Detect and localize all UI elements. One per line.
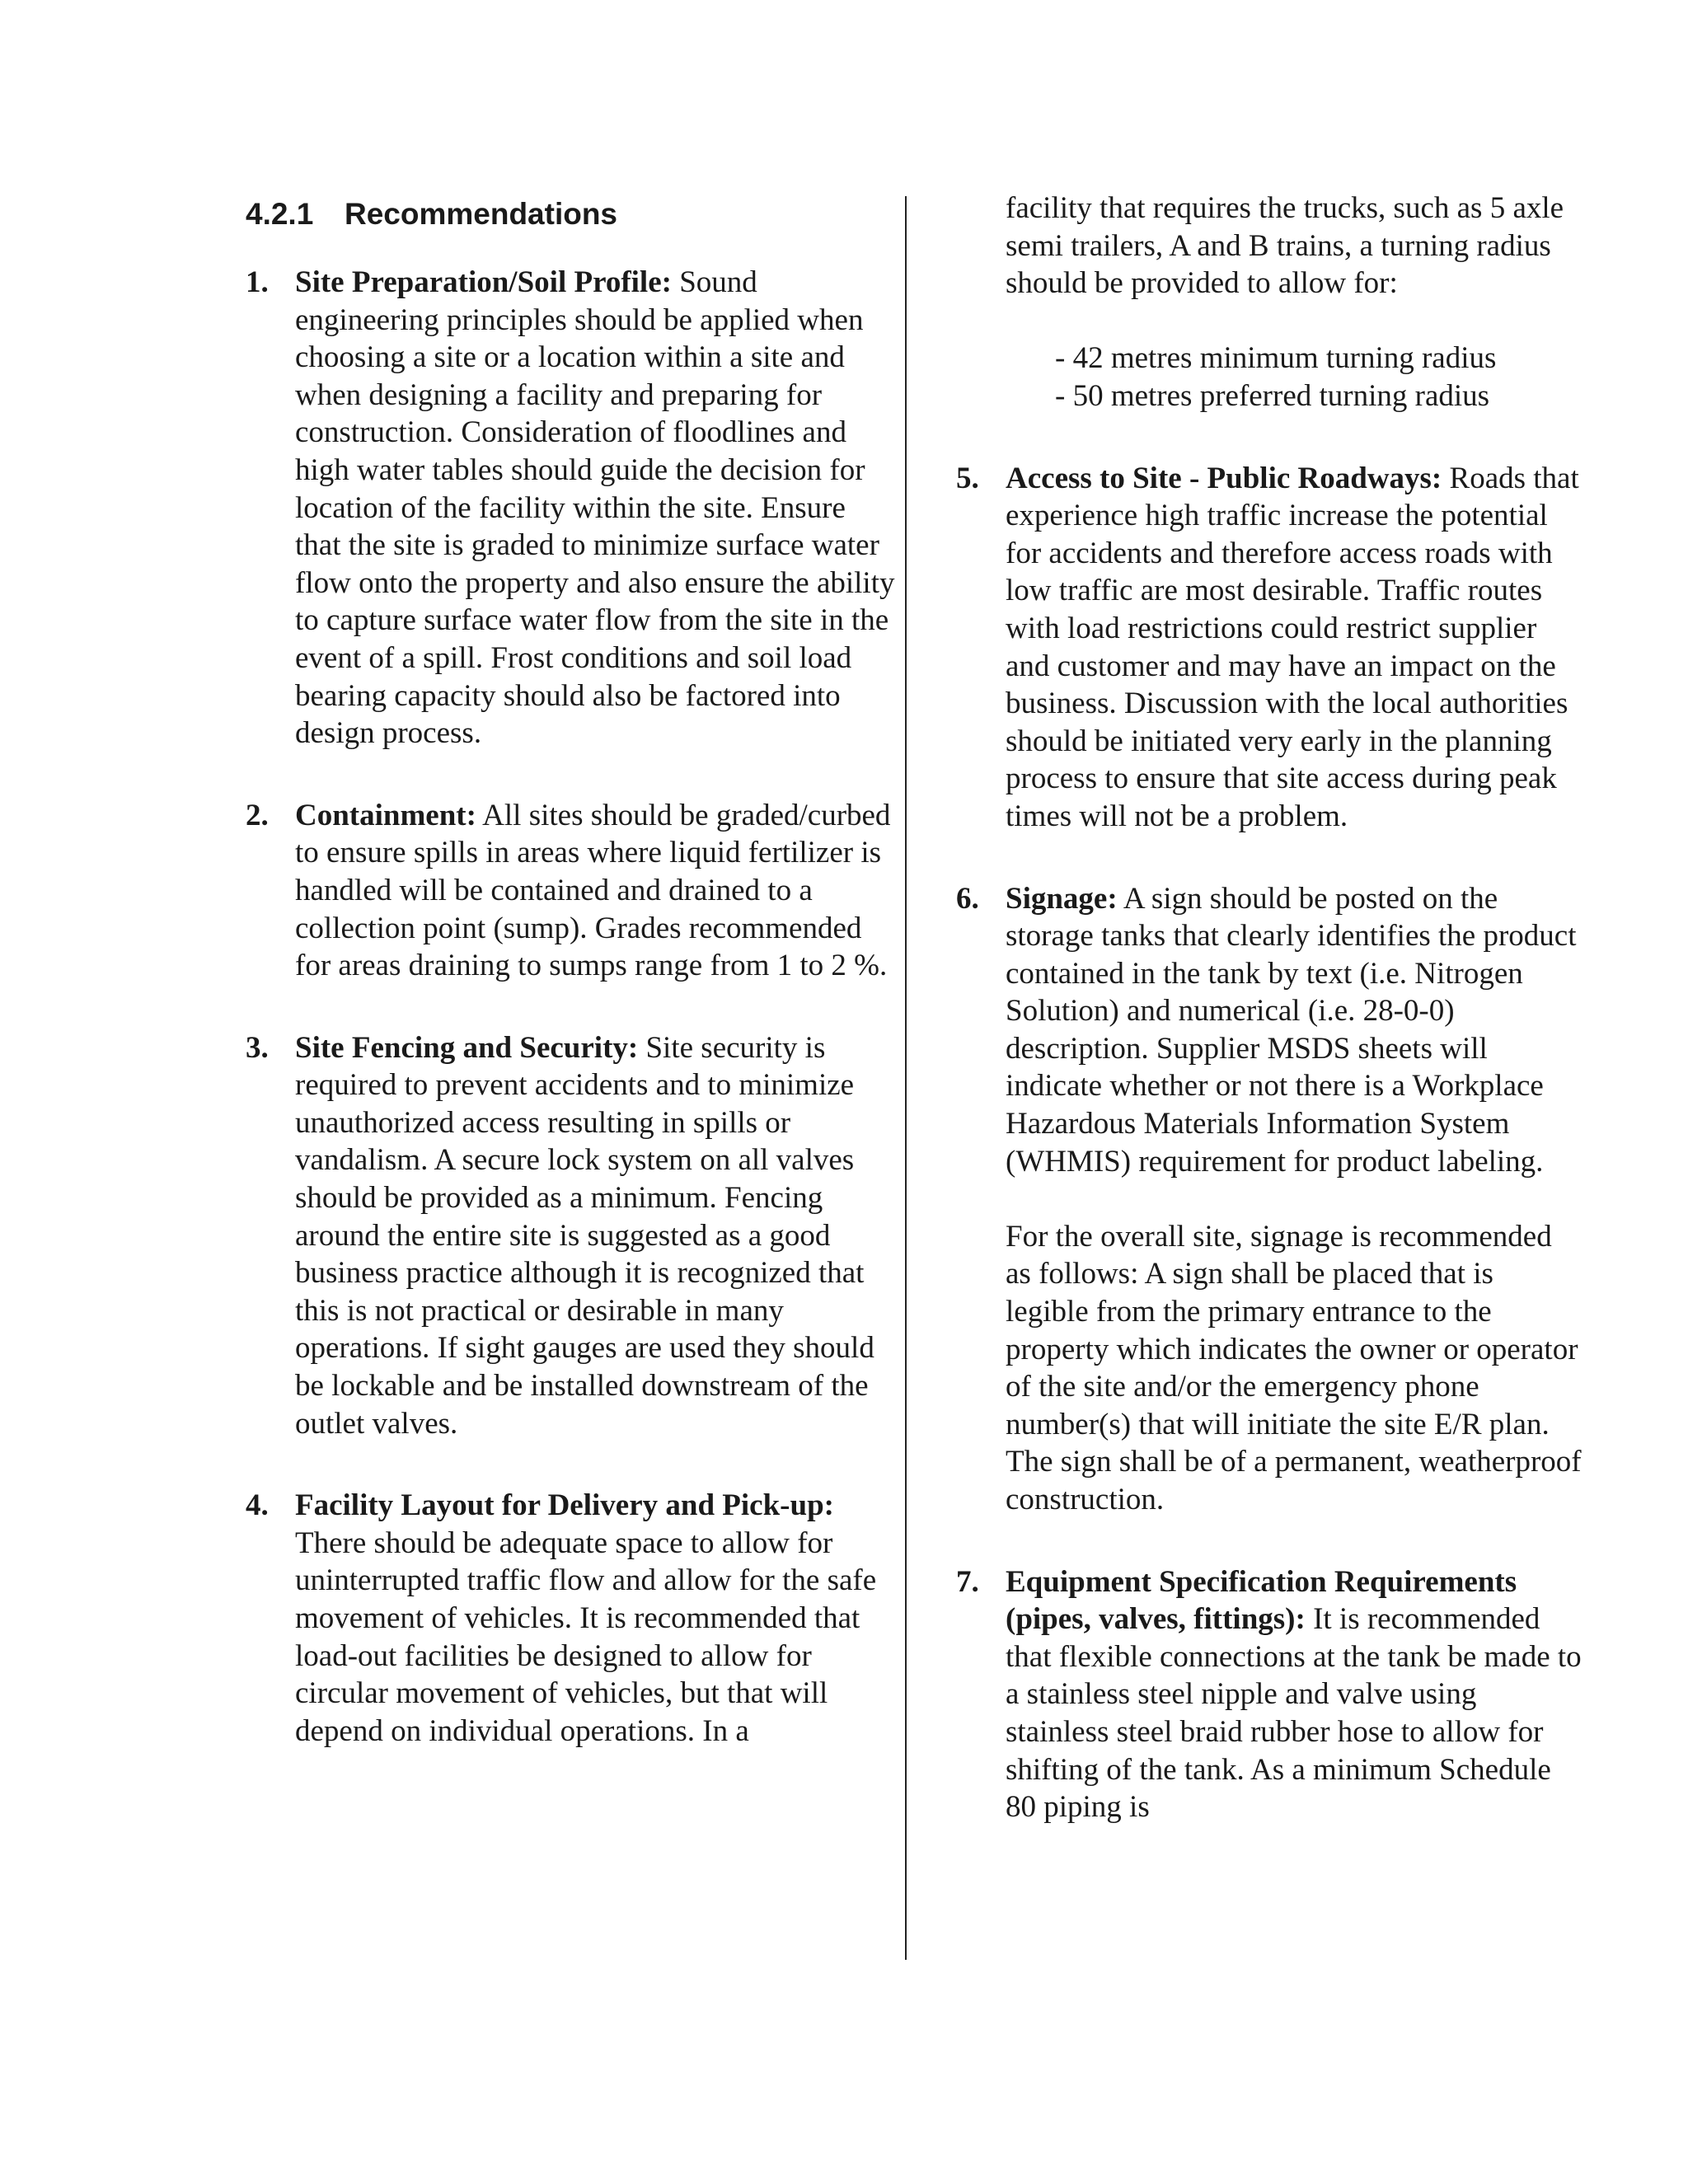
list-item-5 [956, 460, 1582, 836]
item-heading: Site Preparation/Soil Profile: [295, 265, 672, 299]
item-number: 6. [956, 881, 979, 916]
item-heading: Containment: [295, 798, 476, 832]
item-4-continuation: facility that requires the trucks, such as 5 axle semi trailers, A and B trains, a turning radius should be provided to allow for: [1006, 191, 1564, 301]
item-text: All sites should be graded/curbed to ensure spills in areas where liquid fertilizer is handled will be contained and drained to a collection point (sump). Grades recommended for areas draining to sumps range from 1 to 2 %. [295, 798, 891, 983]
left-column [246, 190, 897, 1750]
list-item-1 [246, 264, 897, 752]
item-heading: Site Fencing and Security: [295, 1030, 639, 1065]
item-text: Roads that experience high traffic increase the potential for accidents and therefore access roads with low traffic are most desirable. Traffic routes with load restrictions could restrict supplier and customer and may have an impact on the business. Discussion with the local authorities should be initiated very early in the planning process to ensure that site access during peak times will not be a problem. [1006, 461, 1579, 833]
item-text: A sign should be posted on the storage tanks that clearly identifies the product contained in the tank by text (i.e. Nitrogen Solution) and numerical (i.e. 28-0-0) description. Supplier MSDS sheets will indicate whether or not there is a Workplace Hazardous Materials Information System (WHMIS) requirement for product labeling. [1006, 881, 1577, 1179]
item-number: 1. [246, 265, 269, 299]
list-item-4 [246, 1487, 897, 1750]
item-number: 4. [246, 1488, 269, 1523]
signage-paragraph-2: For the overall site, signage is recommended as follows: A sign shall be placed that is legible from the primary entrance to the property which indicates the owner or operator of the site and/or the emergency phone number(s) that will initiate the site E/R plan. The sign shall be of a permanent, weatherproof construction. [1006, 1219, 1582, 1516]
item-text: Sound engineering principles should be applied when choosing a site or a location within a site and when designing a facility and preparing for construction. Consideration of floodlines and high water tables should guide the decision for location of the facility within the site. Ensure that the site is graded to minimize surface water flow onto the property and also ensure the ability to capture surface water flow from the site in the event of a spill. Frost conditions and soil load bearing capacity should also be factored into design process. [295, 265, 895, 751]
item-number: 5. [956, 461, 979, 495]
list-item-6 [956, 880, 1582, 1181]
turning-radius-preferred: - 50 metres preferred turning radius [1055, 378, 1490, 413]
section-heading [246, 190, 897, 239]
item-text: There should be adequate space to allow for uninterrupted traffic flow and allow for the safe movement of vehicles. It is recommended that load-out facilities be designed to allow for circular movement of vehicles, but that will depend on individual operations. In a [295, 1526, 877, 1748]
item-heading: Access to Site - Public Roadways: [1006, 461, 1442, 495]
turning-radius-minimum: - 42 metres minimum turning radius [1055, 341, 1497, 376]
right-column [956, 190, 1582, 1826]
list-item-2 [246, 797, 897, 985]
section-number: 4.2.1 [246, 197, 314, 231]
item-text: It is recommended that flexible connections at the tank be made to a stainless steel nipple and valve using stainless steel braid rubber hose to allow for shifting of the tank. As a minimum Schedule 80 piping is [1006, 1602, 1582, 1825]
item-number: 2. [246, 798, 269, 832]
list-item-7 [956, 1563, 1582, 1826]
item-number: 7. [956, 1564, 979, 1599]
item-heading: Signage: [1006, 881, 1118, 916]
column-divider [905, 196, 907, 1960]
item-number: 3. [246, 1030, 269, 1065]
item-text: Site security is required to prevent accidents and to minimize unauthorized access resulting in spills or vandalism. A secure lock system on all valves should be provided as a minimum. Fencing around the entire site is suggested as a good business practice although it is recognized that this is not practical or desirable in many operations. If sight gauges are used they should be lockable and be installed downstream of the outlet valves. [295, 1030, 874, 1441]
item-heading: Equipment Specification Requirements (pipes, valves, fittings): [1006, 1564, 1517, 1637]
item-heading: Facility Layout for Delivery and Pick-up: [295, 1488, 834, 1523]
list-item-3 [246, 1029, 897, 1443]
section-title: Recommendations [345, 197, 618, 231]
